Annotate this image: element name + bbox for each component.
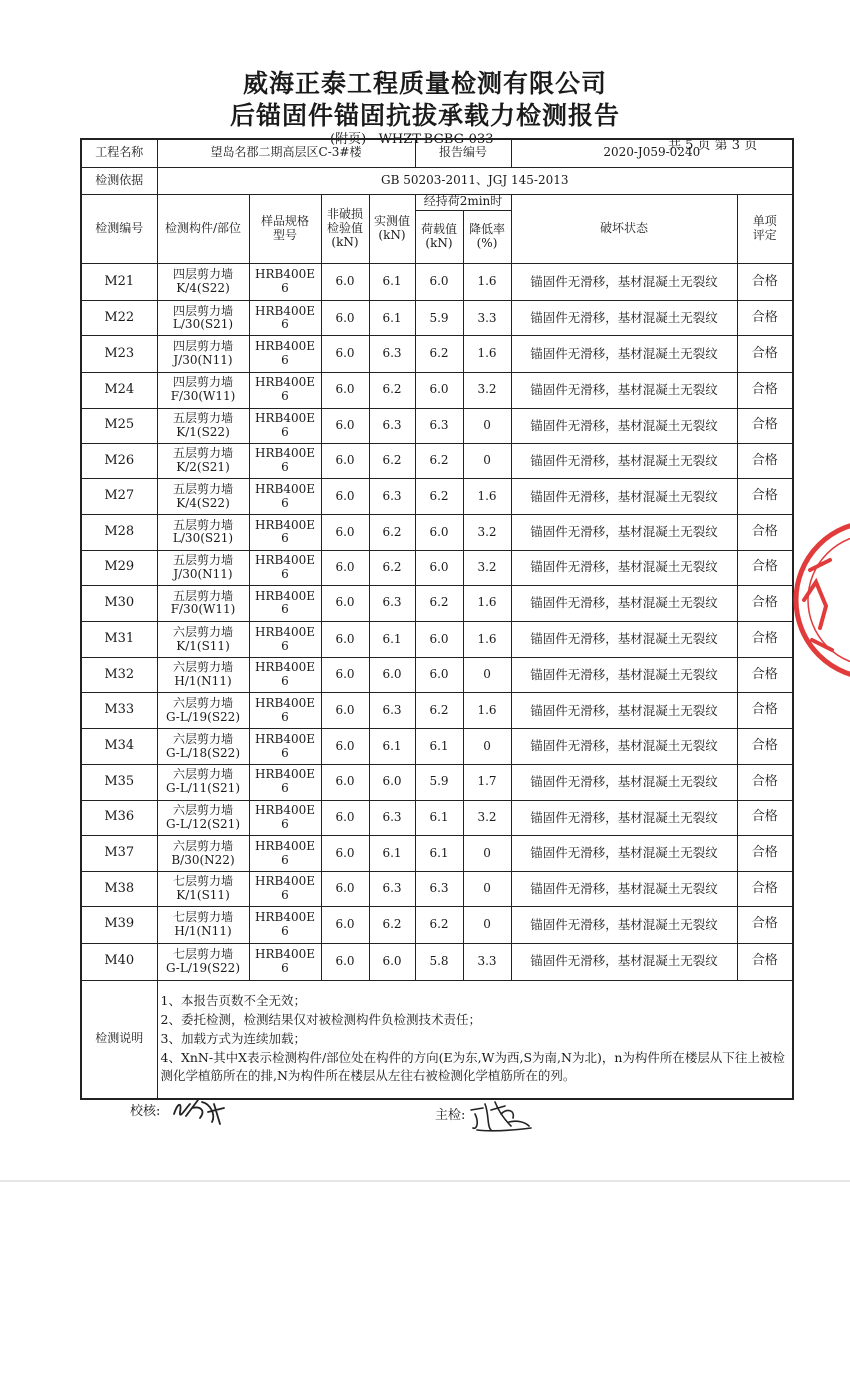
col-test-line3: (kN) — [331, 234, 359, 249]
cell-part — [157, 585, 249, 621]
basis-value: GB 50203-2011、JGJ 145-2013 — [157, 167, 793, 194]
table-row — [81, 301, 793, 336]
cell-measured: 6.3 — [369, 800, 415, 835]
cell-part-floor: 六层剪力墙 — [172, 660, 233, 675]
col-spec-line2: 型号 — [272, 227, 297, 242]
cell-test: 6.0 — [321, 729, 369, 764]
cell-part-floor: 六层剪力墙 — [172, 696, 233, 711]
cell-part-location: H/1(N11) — [174, 923, 232, 938]
report-table — [80, 138, 794, 1100]
cell-measured: 6.3 — [369, 479, 415, 515]
cell-spec: HRB400E 6 — [249, 479, 321, 515]
cell-part-location: J/30(N11) — [173, 353, 233, 368]
cell-drop: 3.2 — [463, 515, 511, 550]
col-test-line2: 检验值 — [326, 221, 363, 236]
cell-part — [157, 693, 249, 729]
cell-measured: 6.1 — [369, 836, 415, 872]
cell-failure: 锚固件无滑移，基材混凝土无裂纹 — [511, 336, 737, 372]
cell-part — [157, 408, 249, 443]
cell-failure: 锚固件无滑移，基材混凝土无裂纹 — [511, 907, 737, 943]
cell-verdict: 合格 — [737, 301, 793, 336]
cell-measured: 6.1 — [369, 301, 415, 336]
cell-load: 5.9 — [415, 301, 463, 336]
basis-row — [81, 167, 793, 194]
cell-verdict: 合格 — [737, 372, 793, 408]
table-row — [81, 336, 793, 372]
cell-id: M40 — [81, 943, 157, 980]
cell-part-floor: 六层剪力墙 — [172, 803, 233, 818]
cell-spec: HRB400E 6 — [249, 621, 321, 657]
cell-load: 6.3 — [415, 872, 463, 907]
cell-part — [157, 872, 249, 907]
cell-measured: 6.3 — [369, 872, 415, 907]
remark-line: 3、加载方式为连续加载； — [160, 1030, 306, 1046]
col-id-header: 检测编号 — [81, 194, 157, 263]
cell-measured: 6.1 — [369, 729, 415, 764]
col-verdict-line1: 单项 — [752, 214, 777, 229]
cell-part-location: F/30(W11) — [170, 602, 236, 617]
basis-label: 检测依据 — [81, 167, 157, 194]
cell-failure: 锚固件无滑移，基材混凝土无裂纹 — [511, 479, 737, 515]
cell-load: 6.0 — [415, 550, 463, 585]
project-label: 工程名称 — [81, 139, 157, 167]
cell-part-floor: 七层剪力墙 — [172, 946, 233, 961]
cell-measured: 6.3 — [369, 336, 415, 372]
cell-part-floor: 五层剪力墙 — [172, 588, 233, 603]
col-drop-line1: 降低率 — [469, 222, 506, 237]
cell-part-floor: 四层剪力墙 — [172, 267, 233, 282]
cell-test: 6.0 — [321, 800, 369, 835]
table-row — [81, 479, 793, 515]
cell-verdict: 合格 — [737, 693, 793, 729]
cell-spec: HRB400E 6 — [249, 264, 321, 301]
cell-failure: 锚固件无滑移，基材混凝土无裂纹 — [511, 943, 737, 980]
table-row — [81, 764, 793, 800]
table-row — [81, 550, 793, 585]
cell-test: 6.0 — [321, 943, 369, 980]
col-test-header — [321, 194, 369, 263]
cell-id: M29 — [81, 550, 157, 585]
cell-load: 6.0 — [415, 372, 463, 408]
project-value: 望岛名郡二期高层区C-3#楼 — [157, 139, 415, 167]
cell-part-location: K/2(S21) — [176, 460, 230, 475]
cell-measured: 6.3 — [369, 693, 415, 729]
cell-test: 6.0 — [321, 693, 369, 729]
cell-part — [157, 301, 249, 336]
cell-drop: 3.2 — [463, 550, 511, 585]
col-hold-group-header: 经持荷2min时 — [415, 194, 511, 210]
remarks-row — [81, 980, 793, 1099]
cell-load: 6.2 — [415, 336, 463, 372]
inspector-label: 主检: — [435, 1108, 466, 1123]
cell-verdict: 合格 — [737, 585, 793, 621]
cell-part — [157, 800, 249, 835]
cell-spec: HRB400E 6 — [249, 800, 321, 835]
cell-spec: HRB400E 6 — [249, 836, 321, 872]
cell-part-floor: 七层剪力墙 — [172, 874, 233, 889]
inspector-signature — [465, 1096, 535, 1136]
cell-verdict: 合格 — [737, 729, 793, 764]
cell-failure: 锚固件无滑移，基材混凝土无裂纹 — [511, 372, 737, 408]
cell-measured: 6.0 — [369, 943, 415, 980]
cell-failure: 锚固件无滑移，基材混凝土无裂纹 — [511, 764, 737, 800]
cell-load: 5.8 — [415, 943, 463, 980]
col-load-line1: 荷载值 — [420, 222, 457, 237]
cell-test: 6.0 — [321, 764, 369, 800]
cell-part — [157, 444, 249, 479]
cell-part-location: L/30(S21) — [172, 531, 234, 546]
page-info: 共 5 页 第 3 页 — [668, 138, 758, 153]
header-row-1 — [81, 194, 793, 210]
col-failure-header: 破坏状态 — [511, 194, 737, 263]
cell-drop: 0 — [463, 408, 511, 443]
col-verdict-header — [737, 194, 793, 263]
cell-measured: 6.3 — [369, 408, 415, 443]
checker-label: 校核: — [130, 1104, 161, 1119]
table-row — [81, 729, 793, 764]
cell-failure: 锚固件无滑移，基材混凝土无裂纹 — [511, 621, 737, 657]
cell-measured: 6.0 — [369, 764, 415, 800]
scan-edge-line — [0, 1180, 850, 1182]
cell-part — [157, 907, 249, 943]
table-row — [81, 872, 793, 907]
col-spec-line1: 样品规格 — [260, 214, 309, 229]
table-row — [81, 444, 793, 479]
cell-measured: 6.1 — [369, 264, 415, 301]
cell-drop: 0 — [463, 729, 511, 764]
cell-drop: 3.3 — [463, 301, 511, 336]
cell-load: 6.2 — [415, 444, 463, 479]
cell-drop: 3.2 — [463, 372, 511, 408]
cell-verdict: 合格 — [737, 444, 793, 479]
cell-test: 6.0 — [321, 836, 369, 872]
cell-part-location: G-L/11(S21) — [166, 781, 240, 796]
cell-spec: HRB400E 6 — [249, 336, 321, 372]
cell-test: 6.0 — [321, 621, 369, 657]
cell-id: M26 — [81, 444, 157, 479]
company-seal — [790, 510, 850, 690]
cell-test: 6.0 — [321, 658, 369, 693]
cell-load: 6.1 — [415, 836, 463, 872]
cell-load: 6.2 — [415, 693, 463, 729]
cell-id: M23 — [81, 336, 157, 372]
table-row — [81, 372, 793, 408]
cell-failure: 锚固件无滑移，基材混凝土无裂纹 — [511, 585, 737, 621]
table-row — [81, 907, 793, 943]
cell-part — [157, 550, 249, 585]
cell-drop: 0 — [463, 658, 511, 693]
cell-part — [157, 943, 249, 980]
cell-id: M32 — [81, 658, 157, 693]
table-row — [81, 943, 793, 980]
col-drop-line2: (%) — [476, 235, 498, 250]
cell-load: 6.0 — [415, 658, 463, 693]
cell-verdict: 合格 — [737, 264, 793, 301]
cell-failure: 锚固件无滑移，基材混凝土无裂纹 — [511, 550, 737, 585]
cell-id: M37 — [81, 836, 157, 872]
remark-line: 4、XnN-其中X表示检测构件/部位处在构件的方向(E为东,W为西,S为南,N为北)，n为构件所在楼层从下往上被检测化学植筋所在的排,N为构件所在楼层从左往右被检测化学植筋所在的列。 — [160, 1049, 785, 1084]
seal-inner-ring — [808, 534, 850, 666]
col-part-header: 检测构件/部位 — [157, 194, 249, 263]
table-row — [81, 408, 793, 443]
sub-page-label: (附页) — [330, 132, 367, 147]
cell-id: M35 — [81, 764, 157, 800]
project-row — [81, 139, 793, 167]
cell-verdict: 合格 — [737, 621, 793, 657]
cell-id: M24 — [81, 372, 157, 408]
cell-part — [157, 479, 249, 515]
cell-load: 6.0 — [415, 621, 463, 657]
cell-part-location: H/1(N11) — [174, 674, 232, 689]
col-measured-header — [369, 194, 415, 263]
cell-verdict: 合格 — [737, 336, 793, 372]
cell-spec: HRB400E 6 — [249, 585, 321, 621]
cell-spec: HRB400E 6 — [249, 943, 321, 980]
doc-code: WHZT-BGBG-033 — [378, 132, 494, 147]
cell-failure: 锚固件无滑移，基材混凝土无裂纹 — [511, 515, 737, 550]
col-drop-header — [463, 210, 511, 263]
cell-part — [157, 836, 249, 872]
cell-verdict: 合格 — [737, 943, 793, 980]
cell-part — [157, 515, 249, 550]
cell-id: M25 — [81, 408, 157, 443]
cell-drop: 1.6 — [463, 621, 511, 657]
cell-test: 6.0 — [321, 479, 369, 515]
cell-part-floor: 五层剪力墙 — [172, 411, 233, 426]
cell-spec: HRB400E 6 — [249, 301, 321, 336]
cell-id: M34 — [81, 729, 157, 764]
cell-drop: 1.7 — [463, 764, 511, 800]
cell-test: 6.0 — [321, 872, 369, 907]
table-row — [81, 264, 793, 301]
cell-verdict: 合格 — [737, 658, 793, 693]
cell-drop: 1.6 — [463, 479, 511, 515]
remarks-label: 检测说明 — [81, 980, 157, 1099]
cell-drop: 0 — [463, 444, 511, 479]
checker-signature — [170, 1094, 230, 1128]
table-row — [81, 836, 793, 872]
cell-part-location: K/4(S22) — [176, 495, 230, 510]
cell-measured: 6.2 — [369, 372, 415, 408]
cell-part-location: L/30(S21) — [172, 317, 234, 332]
cell-drop: 3.3 — [463, 943, 511, 980]
cell-measured: 6.2 — [369, 444, 415, 479]
table-row — [81, 658, 793, 693]
cell-measured: 6.0 — [369, 658, 415, 693]
cell-part — [157, 658, 249, 693]
cell-drop: 1.6 — [463, 264, 511, 301]
cell-part — [157, 729, 249, 764]
cell-part-location: K/1(S22) — [176, 424, 230, 439]
cell-part-floor: 四层剪力墙 — [172, 375, 233, 390]
cell-measured: 6.2 — [369, 550, 415, 585]
cell-part-location: K/1(S11) — [176, 888, 230, 903]
table-row — [81, 800, 793, 835]
cell-part-floor: 五层剪力墙 — [172, 482, 233, 496]
cell-id: M36 — [81, 800, 157, 835]
cell-test: 6.0 — [321, 444, 369, 479]
cell-id: M27 — [81, 479, 157, 515]
cell-test: 6.0 — [321, 585, 369, 621]
report-title: 后锚固件锚固抗拔承载力检测报告 — [229, 101, 620, 130]
cell-part — [157, 336, 249, 372]
cell-part — [157, 764, 249, 800]
cell-part-floor: 六层剪力墙 — [172, 838, 233, 853]
cell-drop: 1.6 — [463, 336, 511, 372]
cell-id: M21 — [81, 264, 157, 301]
cell-part-floor: 五层剪力墙 — [172, 517, 233, 532]
cell-part-location: B/30(N22) — [171, 852, 235, 867]
remarks-content — [157, 980, 793, 1099]
cell-load: 6.3 — [415, 408, 463, 443]
col-load-line2: (kN) — [425, 235, 453, 250]
cell-verdict: 合格 — [737, 800, 793, 835]
cell-measured: 6.2 — [369, 515, 415, 550]
cell-drop: 1.6 — [463, 693, 511, 729]
cell-measured: 6.1 — [369, 621, 415, 657]
cell-load: 6.2 — [415, 907, 463, 943]
cell-test: 6.0 — [321, 550, 369, 585]
cell-load: 6.0 — [415, 515, 463, 550]
cell-part-location: G-L/19(S22) — [166, 709, 240, 724]
cell-part — [157, 372, 249, 408]
col-spec-header — [249, 194, 321, 263]
cell-part-location: K/4(S22) — [176, 281, 230, 296]
cell-verdict: 合格 — [737, 764, 793, 800]
cell-spec: HRB400E 6 — [249, 408, 321, 443]
cell-part-floor: 五层剪力墙 — [172, 446, 233, 461]
cell-part-location: J/30(N11) — [173, 566, 233, 581]
col-test-line1: 非破损 — [326, 207, 363, 222]
cell-part-floor: 六层剪力墙 — [172, 731, 233, 746]
cell-part-location: G-L/19(S22) — [166, 960, 240, 975]
cell-test: 6.0 — [321, 301, 369, 336]
cell-spec: HRB400E 6 — [249, 693, 321, 729]
cell-spec: HRB400E 6 — [249, 872, 321, 907]
col-measured-line1: 实测值 — [373, 214, 410, 229]
cell-test: 6.0 — [321, 515, 369, 550]
cell-part-floor: 六层剪力墙 — [172, 767, 233, 782]
report-no-label: 报告编号 — [415, 139, 511, 167]
cell-failure: 锚固件无滑移，基材混凝土无裂纹 — [511, 301, 737, 336]
cell-spec: HRB400E 6 — [249, 764, 321, 800]
cell-drop: 3.2 — [463, 800, 511, 835]
cell-spec: HRB400E 6 — [249, 658, 321, 693]
cell-part-location: G-L/12(S21) — [166, 816, 240, 831]
cell-spec: HRB400E 6 — [249, 372, 321, 408]
cell-verdict: 合格 — [737, 836, 793, 872]
table-row — [81, 515, 793, 550]
col-verdict-line2: 评定 — [752, 227, 777, 242]
cell-failure: 锚固件无滑移，基材混凝土无裂纹 — [511, 836, 737, 872]
cell-verdict: 合格 — [737, 550, 793, 585]
cell-failure: 锚固件无滑移，基材混凝土无裂纹 — [511, 693, 737, 729]
cell-test: 6.0 — [321, 907, 369, 943]
cell-measured: 6.2 — [369, 907, 415, 943]
cell-load: 6.1 — [415, 729, 463, 764]
cell-drop: 0 — [463, 872, 511, 907]
cell-failure: 锚固件无滑移，基材混凝土无裂纹 — [511, 658, 737, 693]
cell-failure: 锚固件无滑移，基材混凝土无裂纹 — [511, 408, 737, 443]
cell-failure: 锚固件无滑移，基材混凝土无裂纹 — [511, 444, 737, 479]
cell-verdict: 合格 — [737, 907, 793, 943]
col-measured-line2: (kN) — [378, 227, 406, 242]
cell-failure: 锚固件无滑移，基材混凝土无裂纹 — [511, 872, 737, 907]
cell-spec: HRB400E 6 — [249, 444, 321, 479]
col-load-header — [415, 210, 463, 263]
cell-failure: 锚固件无滑移，基材混凝土无裂纹 — [511, 800, 737, 835]
cell-part-floor: 四层剪力墙 — [172, 303, 233, 318]
table-row — [81, 693, 793, 729]
table-row — [81, 585, 793, 621]
company-name: 威海正泰工程质量检测有限公司 — [242, 69, 607, 98]
cell-part — [157, 621, 249, 657]
cell-verdict: 合格 — [737, 872, 793, 907]
cell-part-floor: 五层剪力墙 — [172, 552, 233, 567]
cell-verdict: 合格 — [737, 408, 793, 443]
cell-part-location: G-L/18(S22) — [166, 745, 240, 760]
cell-verdict: 合格 — [737, 515, 793, 550]
cell-id: M30 — [81, 585, 157, 621]
cell-spec: HRB400E 6 — [249, 550, 321, 585]
cell-load: 6.2 — [415, 585, 463, 621]
remark-line: 2、委托检测，检测结果仅对被检测构件负检测技术责任； — [160, 1012, 481, 1028]
cell-id: M33 — [81, 693, 157, 729]
cell-failure: 锚固件无滑移，基材混凝土无裂纹 — [511, 264, 737, 301]
cell-test: 6.0 — [321, 372, 369, 408]
report-no-value: 2020-J059-0240 — [511, 139, 793, 167]
cell-load: 5.9 — [415, 764, 463, 800]
cell-id: M39 — [81, 907, 157, 943]
cell-id: M38 — [81, 872, 157, 907]
cell-part-floor: 四层剪力墙 — [172, 339, 233, 354]
cell-load: 6.1 — [415, 800, 463, 835]
cell-id: M22 — [81, 301, 157, 336]
cell-id: M28 — [81, 515, 157, 550]
cell-part — [157, 264, 249, 301]
cell-drop: 0 — [463, 907, 511, 943]
cell-spec: HRB400E 6 — [249, 515, 321, 550]
cell-drop: 0 — [463, 836, 511, 872]
cell-part-location: F/30(W11) — [170, 389, 236, 404]
cell-test: 6.0 — [321, 408, 369, 443]
cell-failure: 锚固件无滑移，基材混凝土无裂纹 — [511, 729, 737, 764]
cell-test: 6.0 — [321, 264, 369, 301]
cell-load: 6.2 — [415, 479, 463, 515]
cell-part-location: K/1(S11) — [176, 638, 230, 653]
table-row — [81, 621, 793, 657]
cell-part-floor: 七层剪力墙 — [172, 910, 233, 925]
cell-spec: HRB400E 6 — [249, 907, 321, 943]
cell-verdict: 合格 — [737, 479, 793, 515]
remark-line: 1、本报告页数不全无效； — [160, 993, 306, 1009]
cell-spec: HRB400E 6 — [249, 729, 321, 764]
cell-load: 6.0 — [415, 264, 463, 301]
cell-measured: 6.3 — [369, 585, 415, 621]
cell-drop: 1.6 — [463, 585, 511, 621]
cell-id: M31 — [81, 621, 157, 657]
cell-test: 6.0 — [321, 336, 369, 372]
cell-part-floor: 六层剪力墙 — [172, 624, 233, 639]
